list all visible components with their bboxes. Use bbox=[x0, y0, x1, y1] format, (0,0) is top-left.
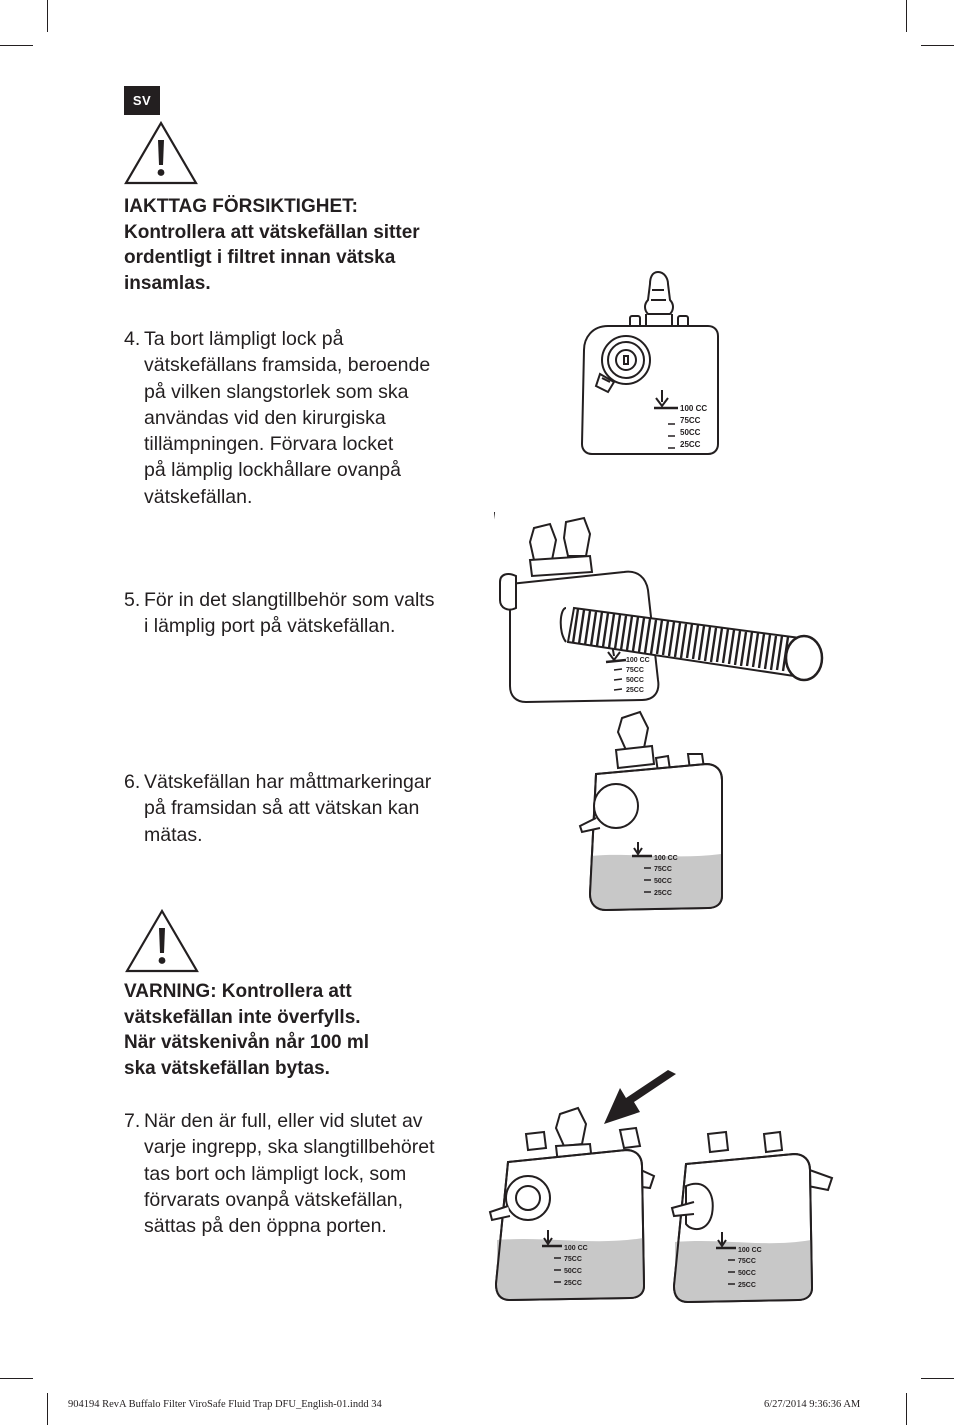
scale-mark: 25CC bbox=[680, 440, 701, 449]
step-line: förvarats ovanpå vätskefällan, bbox=[144, 1188, 404, 1211]
scale-mark: 75CC bbox=[654, 866, 672, 873]
crop-mark bbox=[0, 1378, 33, 1379]
caution-line: ordentligt i filtret innan vätska bbox=[124, 247, 396, 268]
warning-line: VARNING: Kontrollera att bbox=[124, 981, 352, 1002]
step-line: tillämpningen. Förvara locket bbox=[144, 433, 394, 456]
step-line: Ta bort lämpligt lock på bbox=[144, 328, 344, 350]
scale-mark: 50CC bbox=[680, 428, 701, 437]
scale-mark: 50CC bbox=[738, 1270, 756, 1277]
crop-mark bbox=[47, 0, 48, 32]
scale-mark: 75CC bbox=[626, 667, 644, 674]
step-line: mätas. bbox=[144, 823, 203, 846]
step-7 bbox=[124, 1108, 459, 1239]
warning-triangle-icon bbox=[123, 120, 199, 186]
step-line: Vätskefällan har måttmarkeringar bbox=[144, 771, 432, 793]
step-line: När den är full, eller vid slutet av bbox=[144, 1110, 423, 1132]
language-badge: SV bbox=[124, 86, 160, 115]
scale-mark: 25CC bbox=[626, 687, 644, 694]
scale-mark: 75CC bbox=[680, 416, 701, 425]
fluid-trap-full-illustration bbox=[486, 1104, 660, 1304]
fluid-trap-front-illustration bbox=[578, 268, 728, 458]
warning-line: ska vätskefällan bytas. bbox=[124, 1057, 330, 1079]
crop-mark bbox=[921, 1378, 954, 1379]
scale-mark: 50CC bbox=[564, 1268, 582, 1275]
scale-mark: 50CC bbox=[626, 677, 644, 684]
step-line: vätskefällans framsida, beroende bbox=[144, 354, 431, 377]
step-line: sättas på den öppna porten. bbox=[144, 1215, 387, 1238]
scale-mark: 100 CC bbox=[626, 657, 650, 664]
caution-line: Kontrollera att vätskefällan sitter bbox=[124, 221, 420, 243]
scale-mark: 100 CC bbox=[654, 855, 678, 862]
caution-text bbox=[124, 194, 420, 296]
scale-mark: 100 CC bbox=[738, 1247, 762, 1254]
warning-line: vätskefällan inte överfylls. bbox=[124, 1006, 361, 1028]
step-5 bbox=[124, 587, 459, 640]
scale-mark: 75CC bbox=[564, 1256, 582, 1263]
step-line: tas bort och lämpligt lock, som bbox=[144, 1162, 407, 1185]
scale-mark: 50CC bbox=[654, 878, 672, 885]
warning-triangle-icon bbox=[124, 908, 200, 974]
step-line: användas vid den kirurgiska bbox=[144, 406, 386, 429]
warning-line: När vätskenivån når 100 ml bbox=[124, 1032, 370, 1053]
fluid-trap-capped-illustration bbox=[664, 1128, 840, 1304]
caution-line: IAKTTAG FÖRSIKTIGHET: bbox=[124, 196, 358, 217]
scale-mark: 100 CC bbox=[680, 404, 708, 413]
crop-mark bbox=[47, 1393, 48, 1425]
step-4 bbox=[124, 326, 459, 510]
step-line: vätskefällan. bbox=[144, 485, 253, 508]
step-line: För in det slangtillbehör som valts bbox=[144, 589, 435, 611]
step-number: 5. bbox=[124, 589, 141, 611]
step-line: på framsidan så att vätskan kan bbox=[144, 797, 420, 820]
footer-file-info: 904194 RevA Buffalo Filter ViroSafe Fluid Trap DFU_English-01.indd 34 bbox=[68, 1399, 382, 1410]
scale-mark: 100 CC bbox=[564, 1245, 588, 1252]
step-number: 7. bbox=[124, 1110, 141, 1132]
step-number: 4. bbox=[124, 328, 141, 350]
scale-mark: 75CC bbox=[738, 1258, 756, 1265]
step-6 bbox=[124, 769, 459, 848]
step-line: i lämplig port på vätskefällan. bbox=[144, 615, 396, 638]
fluid-trap-measurement-illustration bbox=[576, 708, 726, 912]
step-number: 6. bbox=[124, 771, 141, 793]
scale-mark: 25CC bbox=[564, 1280, 582, 1287]
warning-text bbox=[124, 979, 369, 1081]
crop-mark bbox=[906, 1393, 907, 1425]
fluid-trap-with-tubing-illustration bbox=[494, 512, 828, 706]
scale-mark: 25CC bbox=[738, 1282, 756, 1289]
crop-mark bbox=[906, 0, 907, 32]
caution-line: insamlas. bbox=[124, 272, 211, 294]
footer-timestamp: 6/27/2014 9:36:36 AM bbox=[764, 1399, 861, 1410]
crop-mark bbox=[0, 45, 33, 46]
scale-mark: 25CC bbox=[654, 890, 672, 897]
step-line: varje ingrepp, ska slangtillbehöret bbox=[144, 1136, 435, 1159]
step-line: på vilken slangstorlek som ska bbox=[144, 380, 409, 403]
step-line: på lämplig lockhållare ovanpå bbox=[144, 459, 401, 482]
crop-mark bbox=[921, 45, 954, 46]
